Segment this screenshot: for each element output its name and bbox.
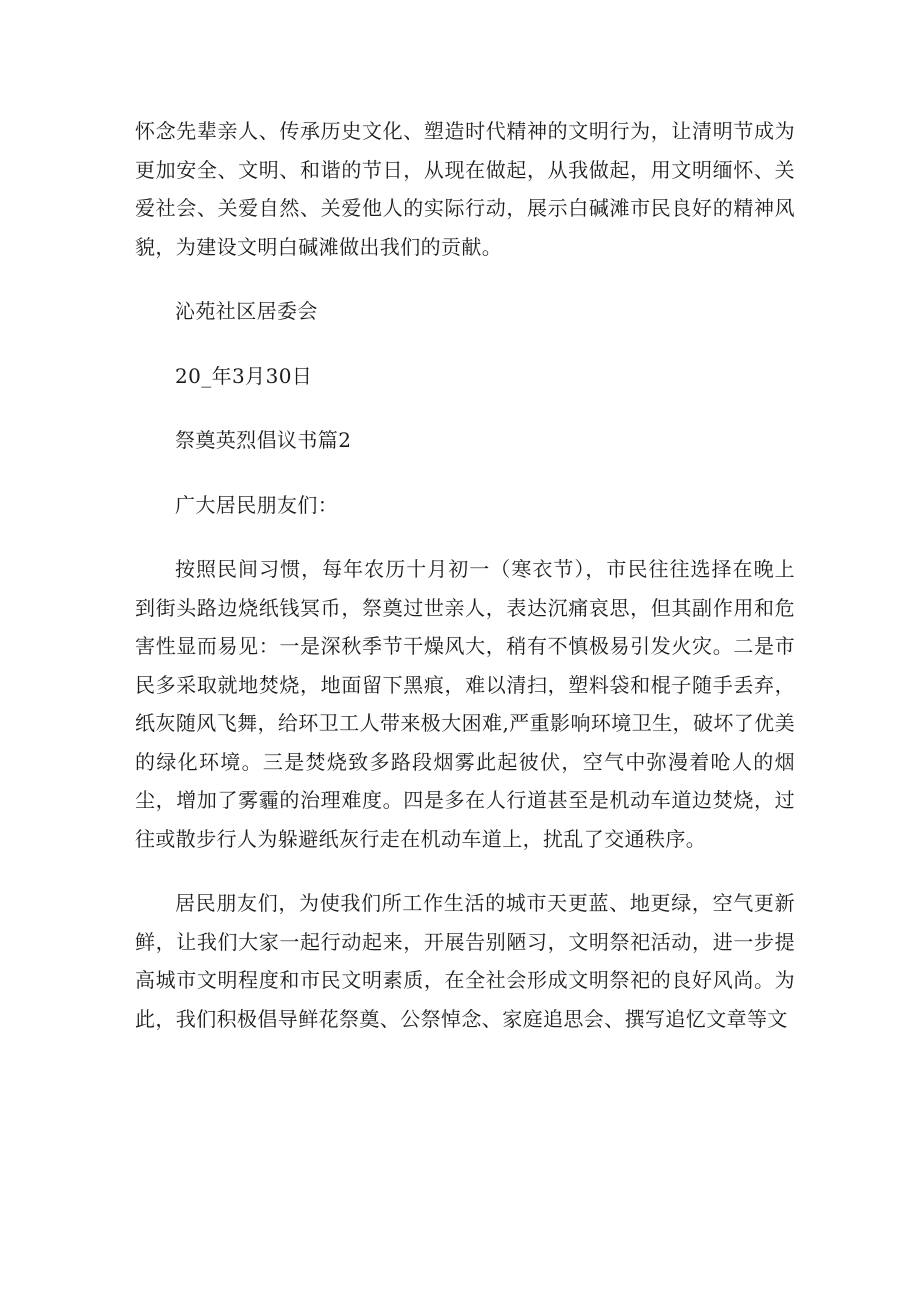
section-title: 祭奠英烈倡议书篇2 xyxy=(175,428,352,452)
signature-line: 沁苑社区居委会 xyxy=(175,299,318,323)
date-line: 20_年3月30日 xyxy=(175,363,313,388)
document-page xyxy=(135,112,795,1038)
paragraph-call-to-action: 居民朋友们，为使我们所工作生活的城市天更蓝、地更绿，空气更新鲜，让我们大家一起行动起来，开展告别陋习，文明祭祀活动，进一步提高城市文明程度和市民文明素质，在全社会形成文明祭祀的良好风尚。为此，我们积极倡导鲜花祭奠、公祭悼念、家庭追思会、撰写追忆文章等文 xyxy=(135,891,795,1031)
paragraph-custom-issues: 按照民间习惯，每年农历十月初一（寒衣节），市民往往选择在晚上到街头路边烧纸钱冥币，祭奠过世亲人，表达沉痛哀思，但其副作用和危害性显而易见：一是深秋季节干燥风大，稍有不慎极易引发火灾。二是市民多采取就地焚烧，地面留下黑痕，难以清扫，塑料袋和棍子随手丢弃，纸灰随风飞舞，给环卫工人带来极大困难,严重影响环境卫生，破坏了优美的绿化环境。三是焚烧致多路段烟雾此起彼伏，空气中弥漫着呛人的烟尘，增加了雾霾的治理难度。四是多在人行道甚至是机动车道边焚烧，过往或散步行人为躲避纸灰行走在机动车道上，扰乱了交通秩序。 xyxy=(135,557,795,851)
salutation: 广大居民朋友们： xyxy=(175,492,339,517)
paragraph-closing: 怀念先辈亲人、传承历史文化、塑造时代精神的文明行为，让清明节成为更加安全、文明、和谐的节日，从现在做起，从我做起，用文明缅怀、关爱社会、关爱自然、关爱他人的实际行动，展示白碱滩市民良好的精神风貌，为建设文明白碱滩做出我们的贡献。 xyxy=(135,119,795,259)
